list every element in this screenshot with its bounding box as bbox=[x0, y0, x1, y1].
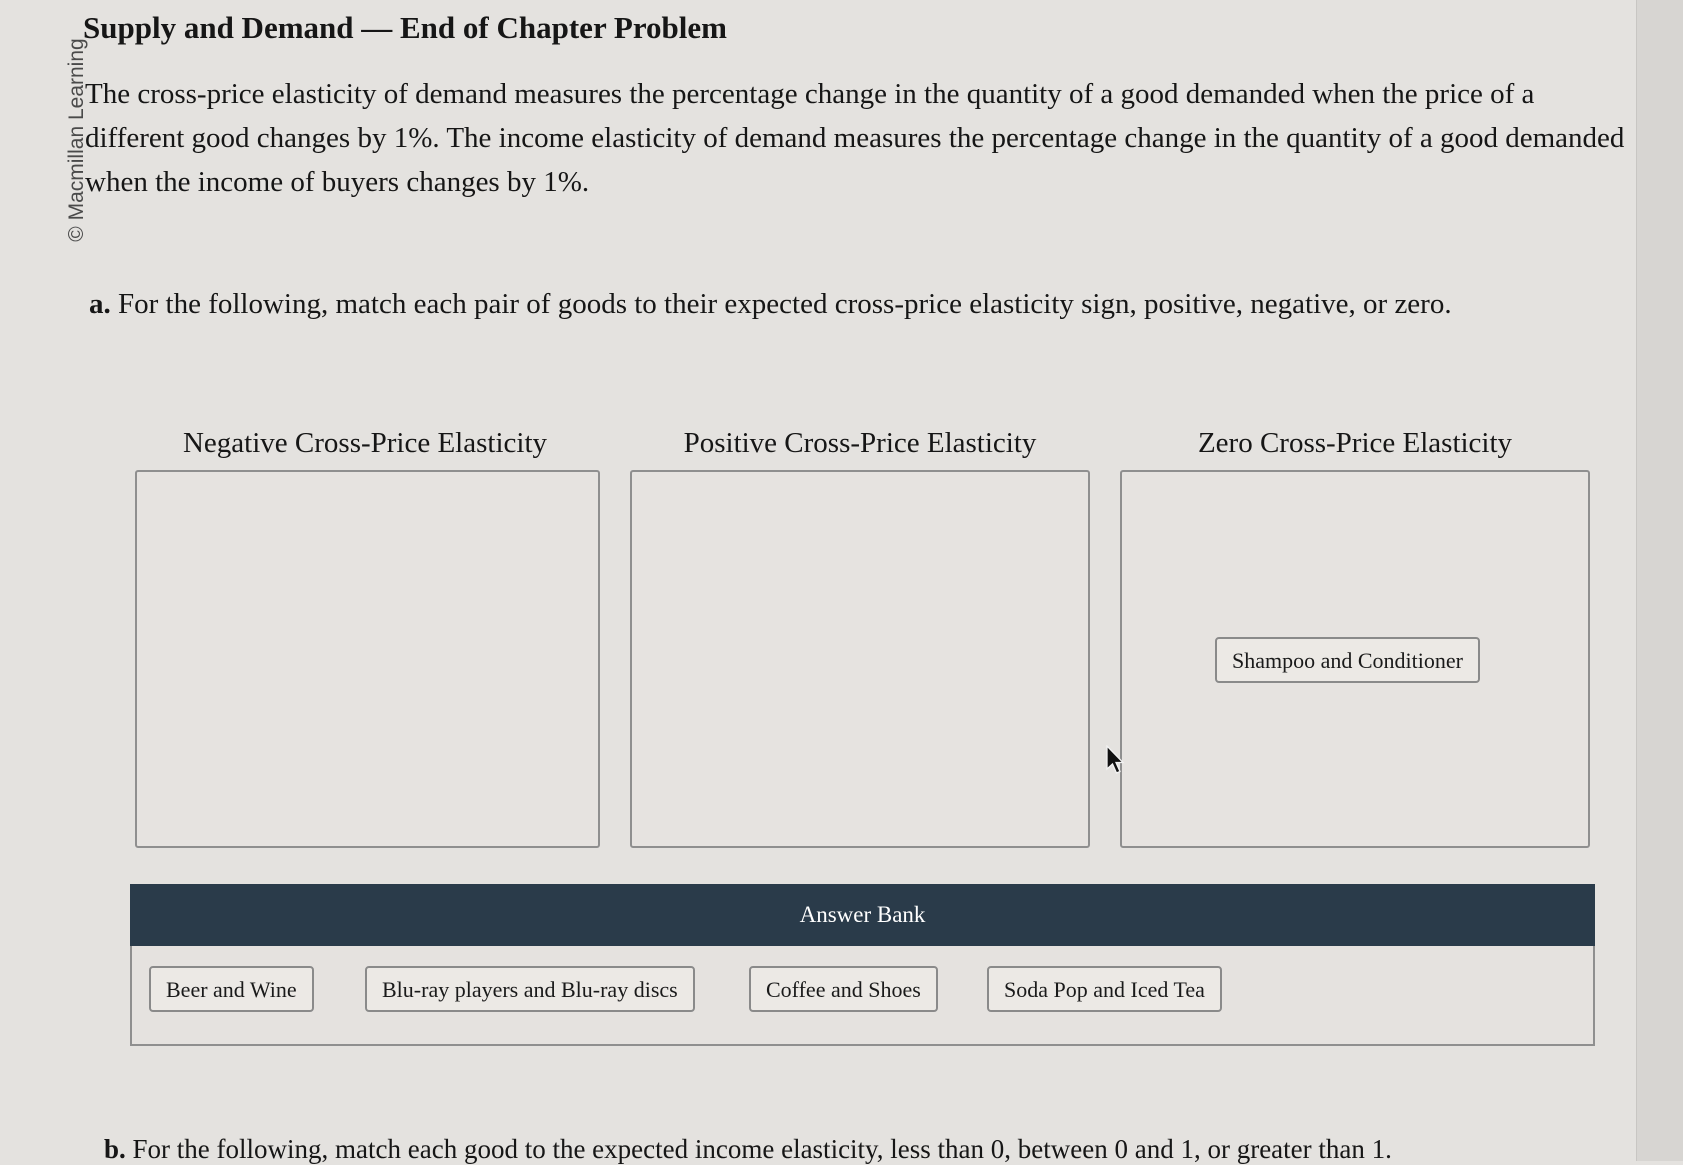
question-a-text: For the following, match each pair of goods to their expected cross-price elasticity sign, positive, negative, or zero. bbox=[118, 288, 1452, 320]
positive-drop-zone[interactable] bbox=[630, 470, 1090, 848]
answer-chip-bluray[interactable]: Blu-ray players and Blu-ray discs bbox=[365, 966, 695, 1012]
intro-text: The cross-price elasticity of demand measures the percentage change in the quantity of a good demanded when the price of a different good changes by 1%. The income elasticity of demand measures the percentage change in the quantity of a good demanded when the income of buyers changes by 1%. bbox=[85, 78, 1625, 198]
question-a bbox=[89, 288, 1452, 321]
arrow-cursor-icon bbox=[1106, 745, 1126, 775]
zero-zone-chip[interactable]: Shampoo and Conditioner bbox=[1215, 637, 1480, 683]
answer-chip-beer-wine[interactable]: Beer and Wine bbox=[149, 966, 314, 1012]
page-right-edge bbox=[1636, 0, 1683, 1161]
question-b-label: b. bbox=[104, 1134, 126, 1164]
answer-chip-soda-tea[interactable]: Soda Pop and Iced Tea bbox=[987, 966, 1222, 1012]
answer-bank-header: Answer Bank bbox=[130, 884, 1595, 946]
zero-drop-zone[interactable] bbox=[1120, 470, 1590, 848]
negative-zone-heading: Negative Cross-Price Elasticity bbox=[182, 427, 547, 459]
answer-chip-coffee-shoes[interactable]: Coffee and Shoes bbox=[749, 966, 938, 1012]
negative-drop-zone[interactable] bbox=[135, 470, 600, 848]
positive-zone-heading: Positive Cross-Price Elasticity bbox=[683, 427, 1037, 459]
question-b bbox=[104, 1134, 1392, 1165]
page-title: Supply and Demand — End of Chapter Problem bbox=[83, 10, 727, 45]
answer-bank[interactable] bbox=[130, 946, 1595, 1046]
question-b-text: For the following, match each good to the expected income elasticity, less than 0, between 0 and 1, or greater than 1. bbox=[132, 1134, 1392, 1164]
zero-zone-heading: Zero Cross-Price Elasticity bbox=[1197, 427, 1513, 459]
copyright-credit: © Macmillan Learning bbox=[65, 38, 88, 242]
question-a-label: a. bbox=[89, 288, 111, 320]
